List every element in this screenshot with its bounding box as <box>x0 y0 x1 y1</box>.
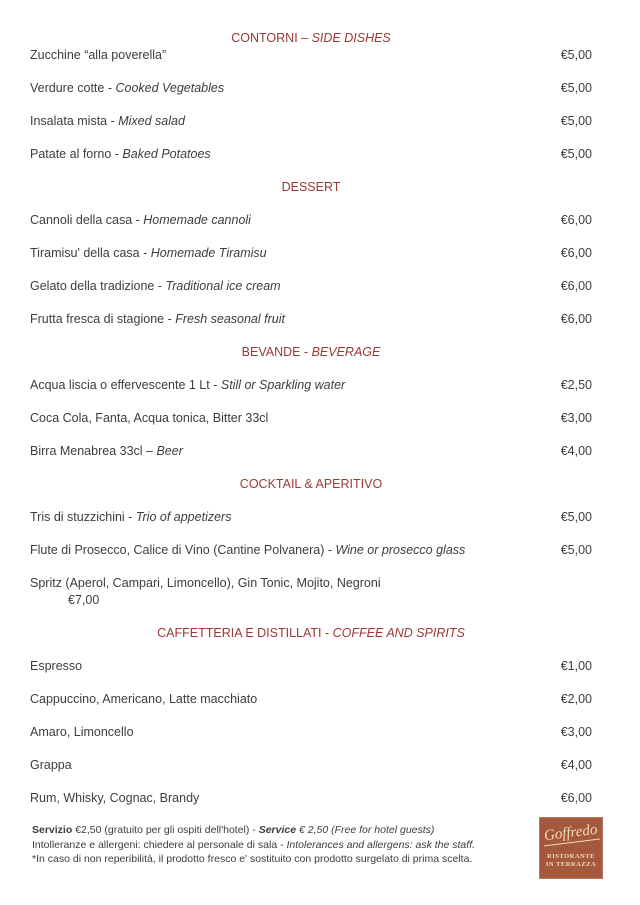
menu-item-row <box>30 47 592 64</box>
restaurant-logo-name: Goffredo <box>542 822 599 847</box>
menu-item-row <box>30 658 592 675</box>
item-price: €5,00 <box>560 543 592 557</box>
item-name: Rum, Whisky, Cognac, Brandy <box>30 791 200 805</box>
section-title-en: SIDE DISHES <box>311 31 391 45</box>
item-price: €6,00 <box>560 246 592 260</box>
item-name: Zucchine “alla poverella” <box>30 48 167 62</box>
item-name: Verdure cotte - Cooked Vegetables <box>30 81 225 95</box>
footer-service-line: Servizio €2,50 (gratuito per gli ospiti dell'hotel) - Service € 2,50 (Free for hotel guests) <box>32 824 435 836</box>
menu-item-row <box>30 245 592 262</box>
menu-item-row <box>30 212 592 229</box>
item-name: Coca Cola, Fanta, Acqua tonica, Bitter 33cl <box>30 411 269 425</box>
item-translation: Beer <box>156 444 183 458</box>
section-title-it: DESSERT <box>281 180 341 194</box>
menu-item-row <box>30 278 592 295</box>
item-price: €6,00 <box>560 213 592 227</box>
item-price: €3,00 <box>560 411 592 425</box>
item-translation: Cooked Vegetables <box>115 81 225 95</box>
item-translation: Baked Potatoes <box>122 147 211 161</box>
footer-frozen-note-line: *In caso di non reperibilità, il prodotto fresco e' sostituito con prodotto surgelato di prima scelta. <box>32 853 473 865</box>
item-translation: Homemade Tiramisu <box>150 246 267 260</box>
item-price-below: €7,00 <box>68 593 100 607</box>
section-title-en: COFFEE AND SPIRITS <box>332 626 465 640</box>
item-name: Amaro, Limoncello <box>30 725 134 739</box>
item-price: €2,50 <box>560 378 592 392</box>
item-translation: Homemade cannoli <box>143 213 251 227</box>
item-translation: Trio of appetizers <box>135 510 232 524</box>
item-name: Espresso <box>30 659 83 673</box>
footer <box>30 821 599 879</box>
item-name: Tris di stuzzichini - Trio of appetizers <box>30 510 232 524</box>
item-name: Flute di Prosecco, Calice di Vino (Cantine Polvanera) - Wine or prosecco glass <box>30 543 466 557</box>
item-price: €1,00 <box>560 659 592 673</box>
menu-item-row <box>30 311 592 328</box>
item-name: Birra Menabrea 33cl – Beer <box>30 444 183 458</box>
item-name: Patate al forno - Baked Potatoes <box>30 147 211 161</box>
menu-item-row <box>30 509 592 526</box>
item-name: Insalata mista - Mixed salad <box>30 114 185 128</box>
item-price: €5,00 <box>560 48 592 62</box>
item-price: €6,00 <box>560 312 592 326</box>
section-title-it: CONTORNI – <box>231 31 312 45</box>
section-title-en: BEVERAGE <box>311 345 381 359</box>
item-translation: Wine or prosecco glass <box>335 543 466 557</box>
restaurant-logo <box>539 817 603 879</box>
menu-item-row <box>30 691 592 708</box>
item-price: €5,00 <box>560 147 592 161</box>
section-heading-dessert <box>30 179 592 196</box>
item-name: Gelato della tradizione - Traditional ice cream <box>30 279 281 293</box>
section-heading-bevande <box>30 344 592 361</box>
item-translation: Traditional ice cream <box>165 279 281 293</box>
section-title-it: COCKTAIL & APERITIVO <box>239 477 383 491</box>
item-name: Tiramisu' della casa - Homemade Tiramisu <box>30 246 267 260</box>
section-title-it: BEVANDE - <box>241 345 312 359</box>
menu-item-row <box>30 410 592 427</box>
item-price: €3,00 <box>560 725 592 739</box>
item-price: €6,00 <box>560 791 592 805</box>
menu-item-row <box>30 443 592 460</box>
restaurant-logo-subtitle: RISTORANTE IN TERRAZZA <box>545 853 597 868</box>
menu-item-row <box>30 113 592 130</box>
item-translation: Still or Sparkling water <box>220 378 346 392</box>
menu-item-row <box>30 724 592 741</box>
menu-item-row <box>30 790 592 807</box>
item-price: €5,00 <box>560 81 592 95</box>
item-price: €5,00 <box>560 114 592 128</box>
menu-item-row <box>30 542 592 559</box>
item-name: Frutta fresca di stagione - Fresh seasonal fruit <box>30 312 285 326</box>
section-heading-contorni <box>30 30 592 47</box>
menu-item-row <box>30 575 592 592</box>
item-translation: Fresh seasonal fruit <box>175 312 285 326</box>
item-name: Spritz (Aperol, Campari, Limoncello), Gin Tonic, Mojito, Negroni <box>30 576 381 590</box>
menu-item-row <box>30 146 592 163</box>
footer-note <box>32 823 475 867</box>
item-price: €6,00 <box>560 279 592 293</box>
item-price: €4,00 <box>560 758 592 772</box>
item-price: €4,00 <box>560 444 592 458</box>
item-name: Cappuccino, Americano, Latte macchiato <box>30 692 258 706</box>
item-name: Cannoli della casa - Homemade cannoli <box>30 213 251 227</box>
item-price: €5,00 <box>560 510 592 524</box>
section-heading-caffetteria <box>30 625 592 642</box>
item-name: Acqua liscia o effervescente 1 Lt - Still or Sparkling water <box>30 378 346 392</box>
item-name: Grappa <box>30 758 72 772</box>
menu-item-row <box>30 80 592 97</box>
menu-item-row <box>30 377 592 394</box>
section-title-it: CAFFETTERIA E DISTILLATI - <box>157 626 333 640</box>
item-translation: Mixed salad <box>118 114 185 128</box>
footer-allergens-line: Intolleranze e allergeni: chiedere al personale di sala - Intolerances and allergens: ask the staff. <box>32 838 476 851</box>
section-heading-cocktail <box>30 476 592 493</box>
item-price: €2,00 <box>560 692 592 706</box>
menu-item-row <box>30 757 592 774</box>
